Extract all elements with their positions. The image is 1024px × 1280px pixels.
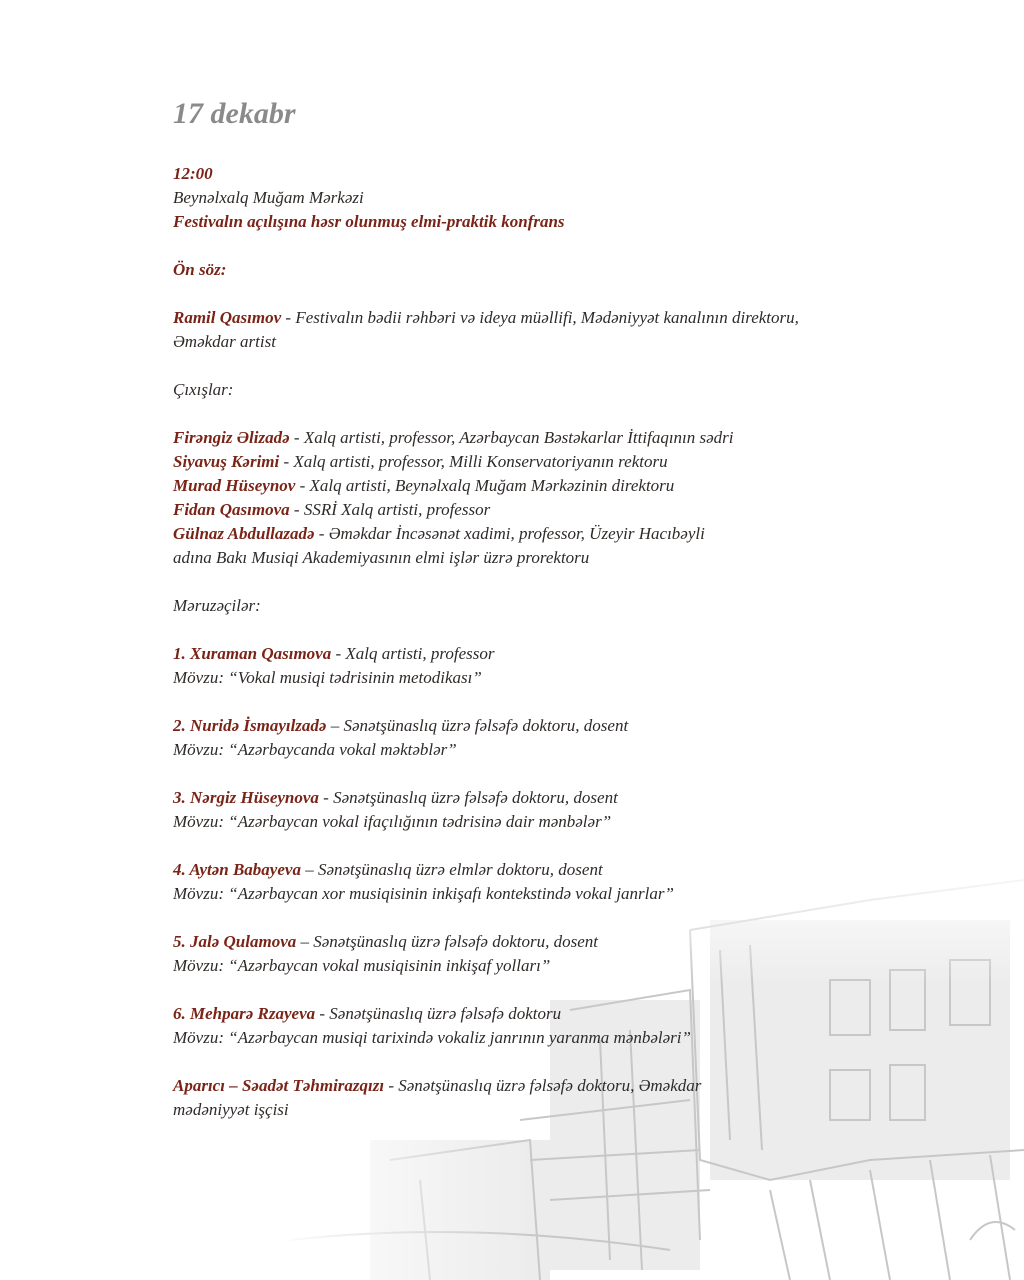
- speech-entry: [173, 498, 933, 522]
- report-entry: [173, 930, 933, 954]
- report-entry: [173, 1002, 933, 1026]
- reporter-name: 4. Aytən Babayeva: [173, 860, 301, 879]
- speaker-title: - Xalq artisti, professor, Azərbaycan Bəstəkarlar İttifaqının sədri: [289, 428, 734, 447]
- reporter-title: – Sənətşünaslıq üzrə fəlsəfə doktoru, dosent: [326, 716, 629, 735]
- session-venue: Beynəlxalq Muğam Mərkəzi: [173, 188, 364, 207]
- reports-heading: Məruzəçilər:: [173, 596, 261, 615]
- session-time: 12:00: [173, 164, 213, 183]
- host-title: - Sənətşünaslıq üzrə fəlsəfə doktoru, Əməkdar: [384, 1076, 702, 1095]
- host-entry: [173, 1074, 933, 1098]
- speech-entry: [173, 522, 933, 546]
- program-page: [173, 96, 933, 1122]
- speaker-name: Murad Hüseynov: [173, 476, 296, 495]
- host-name: Aparıcı – Səadət Təhmirazqızı: [173, 1076, 385, 1095]
- speech-entry: [173, 450, 933, 474]
- report-entry: [173, 858, 933, 882]
- speech-entry: [173, 426, 933, 450]
- session-event: Festivalın açılışına həsr olunmuş elmi-praktik konfrans: [173, 212, 565, 231]
- reporter-title: - Sənətşünaslıq üzrə fəlsəfə doktoru, dosent: [318, 788, 618, 807]
- speaker-title: - SSRİ Xalq artisti, professor: [289, 500, 491, 519]
- reporter-name: 6. Mehparə Rzayeva: [173, 1004, 316, 1023]
- reporter-title: - Sənətşünaslıq üzrə fəlsəfə doktoru: [315, 1004, 562, 1023]
- report-topic: Mövzu: “Azərbaycanda vokal məktəblər”: [173, 740, 457, 759]
- speech-entry: [173, 474, 933, 498]
- host-title-cont: mədəniyyət işçisi: [173, 1100, 289, 1119]
- speeches-heading: Çıxışlar:: [173, 380, 234, 399]
- report-topic: Mövzu: “Azərbaycan xor musiqisinin inkişafı kontekstində vokal janrlar”: [173, 884, 674, 903]
- reporter-name: 5. Jalə Qulamova: [173, 932, 297, 951]
- report-topic: Mövzu: “Azərbaycan vokal musiqisinin inkişaf yolları”: [173, 956, 551, 975]
- speaker-name: Firəngiz Əlizadə: [173, 428, 290, 447]
- speaker-name: Fidan Qasımova: [173, 500, 290, 519]
- speaker-name: Siyavuş Kərimi: [173, 452, 280, 471]
- report-entry: [173, 642, 933, 666]
- foreword-heading: Ön söz:: [173, 260, 227, 279]
- page-title: 17 dekabr: [173, 97, 296, 130]
- speaker-title-cont: adına Bakı Musiqi Akademiyasının elmi işlər üzrə prorektoru: [173, 548, 590, 567]
- speaker-name: Ramil Qasımov: [173, 308, 282, 327]
- speaker-title: - Xalq artisti, professor, Milli Konservatoriyanın rektoru: [279, 452, 668, 471]
- speaker-title: - Festivalın bədii rəhbəri və ideya müəllifi, Mədəniyyət kanalının direktoru,: [281, 308, 799, 327]
- speaker-title: - Xalq artisti, Beynəlxalq Muğam Mərkəzinin direktoru: [295, 476, 675, 495]
- speaker-title-cont: Əməkdar artist: [173, 332, 276, 351]
- reporter-name: 1. Xuraman Qasımova: [173, 644, 332, 663]
- report-entry: [173, 714, 933, 738]
- reporter-name: 3. Nərgiz Hüseynova: [173, 788, 319, 807]
- speaker-name: Gülnaz Abdullazadə: [173, 524, 315, 543]
- reporter-title: – Sənətşünaslıq üzrə elmlər doktoru, dosent: [300, 860, 603, 879]
- foreword-entry: [173, 306, 933, 330]
- report-topic: Mövzu: “Vokal musiqi tədrisinin metodikası”: [173, 668, 482, 687]
- reporter-name: 2. Nuridə İsmayılzadə: [173, 716, 327, 735]
- speaker-title: - Əməkdar İncəsənət xadimi, professor, Üzeyir Hacıbəyli: [314, 524, 705, 543]
- reporter-title: – Sənətşünaslıq üzrə fəlsəfə doktoru, dosent: [296, 932, 598, 951]
- report-topic: Mövzu: “Azərbaycan vokal ifaçılığının tədrisinə dair mənbələr”: [173, 812, 612, 831]
- reporter-title: - Xalq artisti, professor: [331, 644, 495, 663]
- report-topic: Mövzu: “Azərbaycan musiqi tarixində vokaliz janrının yaranma mənbələri”: [173, 1028, 691, 1047]
- report-entry: [173, 786, 933, 810]
